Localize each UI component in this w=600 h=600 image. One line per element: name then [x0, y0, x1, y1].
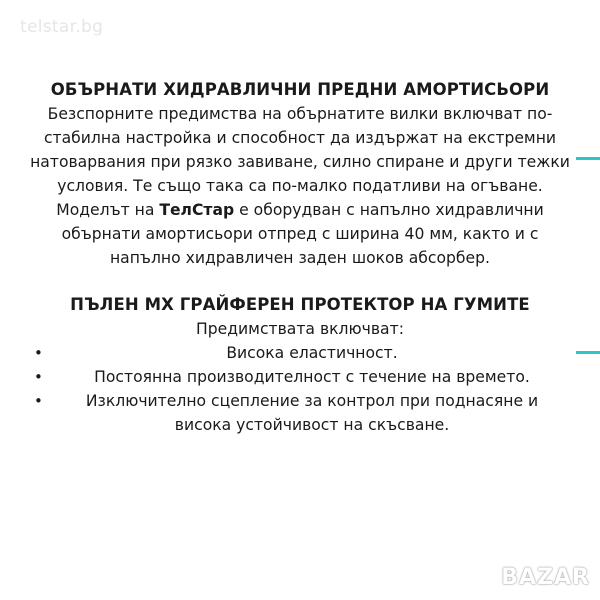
- bullet-icon: •: [34, 368, 43, 386]
- bullet-icon: •: [34, 344, 43, 362]
- list-item-text: Изключително сцепление за контрол при поднасяне и висока устойчивост на скъсване.: [85, 392, 539, 434]
- accent-line: [576, 351, 600, 354]
- bullet-icon: •: [34, 392, 43, 410]
- list-item: [30, 365, 570, 389]
- list-item-text: Постоянна производителност с течение на времето.: [94, 368, 530, 386]
- benefits-list: [30, 341, 570, 437]
- content: [30, 78, 570, 437]
- model-text-pre: Моделът на: [56, 201, 160, 219]
- list-item-text: Висока еластичност.: [226, 344, 398, 362]
- section-heading-forks: ОБЪРНАТИ ХИДРАВЛИЧНИ ПРЕДНИ АМОРТИСЬОРИ: [50, 80, 550, 99]
- brand-name: ТелСтар: [159, 201, 235, 219]
- bazar-logo: BAZAR: [501, 565, 590, 590]
- forks-description: Безспорните предимства на обърнатите вилки включват по-стабилна настройка и способност да издържат на екстремни натоварвания при рязко завиване, силно спиране и други тежки условия. Те също така са по-малко податливи на огъване.: [30, 105, 570, 195]
- benefits-intro: Предимствата включват:: [196, 320, 404, 338]
- spacer: [30, 270, 570, 293]
- watermark-text: telstar.bg: [20, 17, 104, 37]
- accent-line: [576, 157, 600, 160]
- model-description: [30, 198, 570, 270]
- section-heading-tires: ПЪЛЕН MX ГРАЙФЕРЕН ПРОТЕКТОР НА ГУМИТЕ: [70, 295, 530, 314]
- list-item: [30, 389, 570, 437]
- list-item: [30, 341, 570, 365]
- model-text-post: е оборудван с напълно хидравлични обърнати амортисьори отпред с ширина 40 мм, както и с напълно хидравличен заден шоков абсорбер.: [61, 201, 544, 267]
